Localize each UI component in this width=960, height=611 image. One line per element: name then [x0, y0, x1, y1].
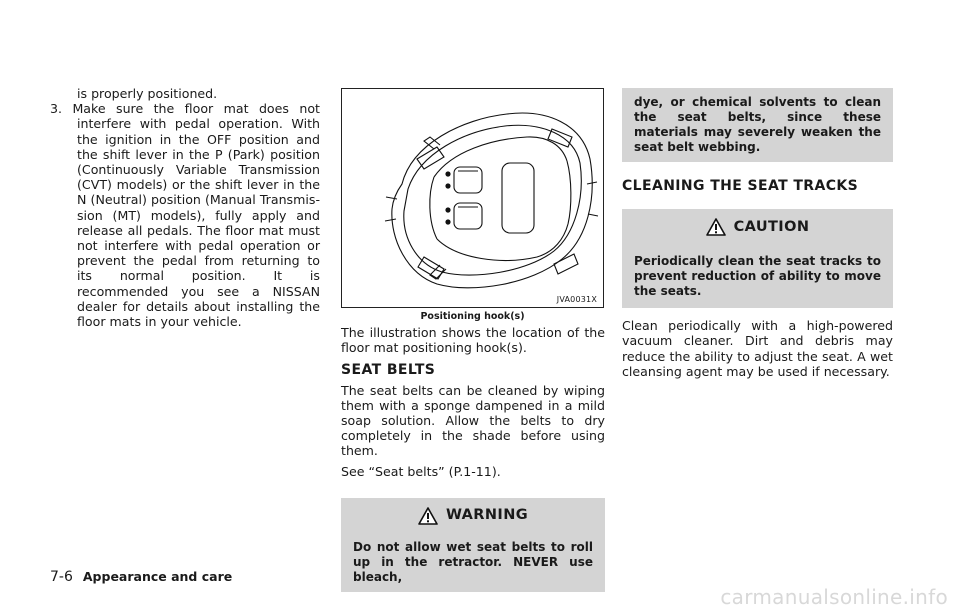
- seat-tracks-paragraph: Clean periodically with a high-powered vacuum cleaner. Dirt and debris may reduce the ability to adjust the seat. A wet cleansing agent may be used if necessary.: [622, 318, 893, 379]
- watermark: carmanualsonline.info: [720, 585, 948, 609]
- middle-column: [341, 325, 605, 592]
- warning-icon: [418, 507, 438, 525]
- page-footer: [50, 569, 232, 585]
- seat-belts-paragraph: The seat belts can be cleaned by wiping them with a sponge dampened in a mild soap solution. Allow the belts to dry completely in the shade before using them.: [341, 382, 605, 459]
- figure-code: JVA0031X: [556, 295, 597, 304]
- list-item-3: [50, 101, 320, 329]
- warning-header: [341, 498, 605, 534]
- figure-caption: Positioning hook(s): [420, 311, 525, 322]
- section-heading-seat-tracks: CLEANING THE SEAT TRACKS: [622, 178, 859, 194]
- warning-text: Do not allow wet seat belts to roll up in the retractor. NEVER use bleach,: [341, 534, 605, 592]
- floor-mat-hook-illustration: [341, 88, 604, 308]
- seat-belts-reference: See “Seat belts” (P.1-11).: [341, 463, 501, 479]
- illustration-description: The illustration shows the location of the floor mat positioning hook(s).: [341, 325, 605, 356]
- caution-title: CAUTION: [733, 218, 810, 235]
- caution-header: [622, 209, 893, 245]
- warning-continued-text: dye, or chemical solvents to clean the seat belts, since these materials may severely weaken the seat belt webbing.: [622, 88, 893, 162]
- section-title: Appearance and care: [82, 569, 233, 584]
- list-item-text: Make sure the floor mat does not interfere with pedal operation. With the ignition in the OFF position and the shift lever in the P (Park) position (Continuously Variable Transmission (CVT) models) or the shift lever in the N (Neutral) position (Manual Transmis-sion (MT) models), fully apply and release all pedals. The floor mat must not interfere with pedal operation or prevent the pedal from returning to its normal position. It is recommended you see a NISSAN dealer for details about installing the floor mats in your vehicle.: [72, 101, 320, 330]
- section-heading-seat-belts: SEAT BELTS: [341, 362, 436, 379]
- left-column: [50, 86, 320, 329]
- right-column: [622, 88, 893, 379]
- warning-box: [341, 498, 605, 592]
- caution-text: Periodically clean the seat tracks to prevent reduction of ability to move the seats.: [622, 245, 893, 308]
- page-number: 7-6: [50, 569, 73, 585]
- car-top-view-drawing: [342, 89, 603, 307]
- warning-title: WARNING: [445, 507, 529, 524]
- continued-text: is properly positioned.: [77, 86, 218, 101]
- list-number: 3.: [50, 101, 63, 117]
- caution-box: [622, 209, 893, 308]
- warning-icon: [706, 218, 726, 236]
